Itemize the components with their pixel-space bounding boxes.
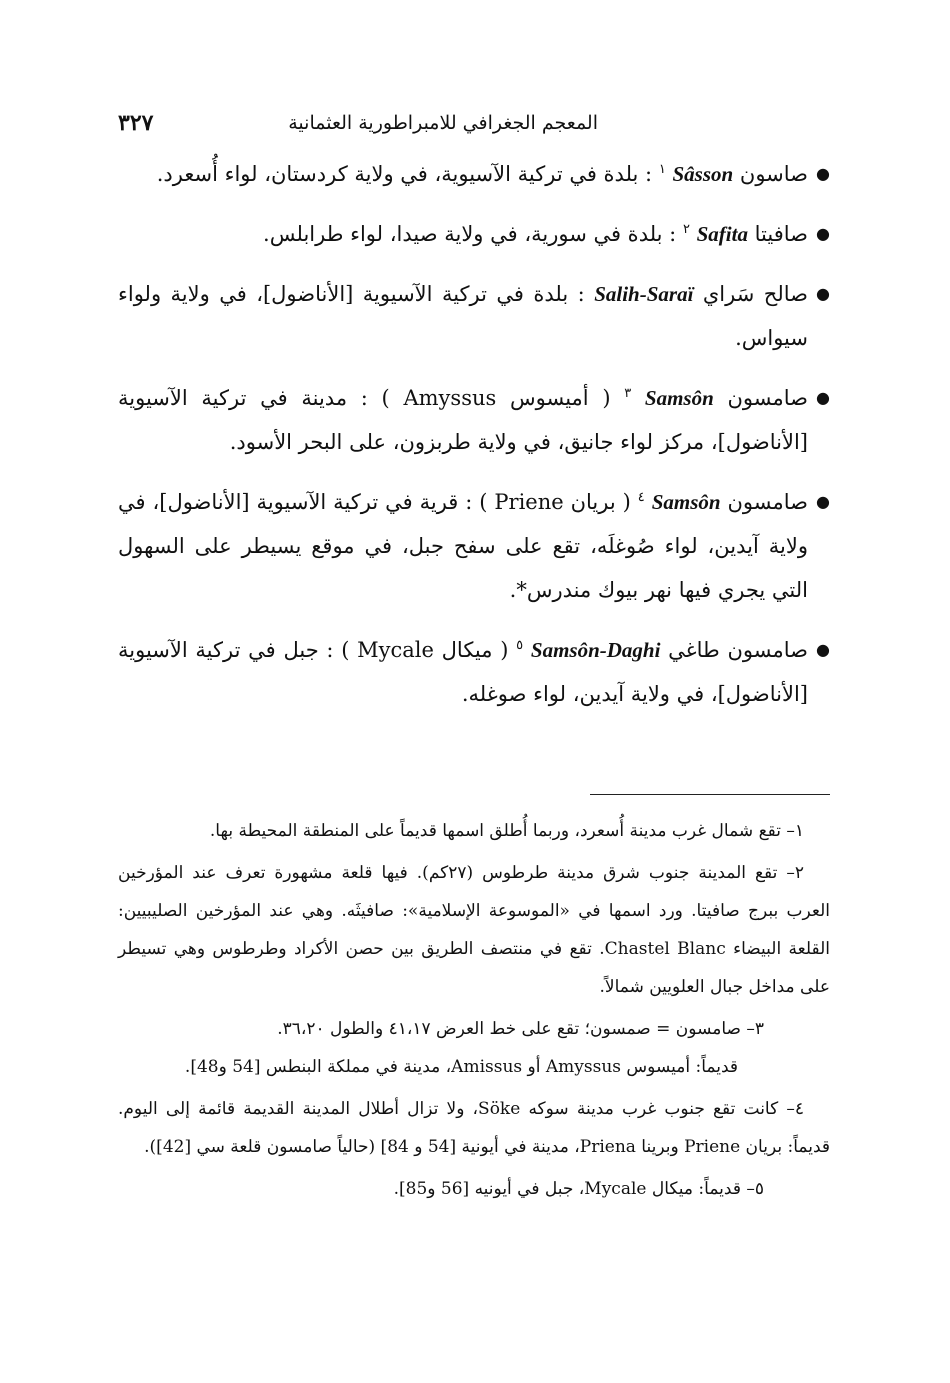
bullet-icon: ●	[816, 640, 830, 659]
bullet-icon: ●	[816, 284, 830, 303]
entry-latin-name: Samsôn	[644, 386, 714, 410]
footnote-4: ٤– كانت تقع جنوب غرب مدينة سوكه Söke، ولا تزال أطلال المدينة القديمة قائمة إلى اليوم. قديماً: بريان Priene وبرينا Priena، مدينة في أيونية [54 و 84] (حالياً صامسون قلعة سي [42]).	[118, 1099, 830, 1157]
entry-term: صاسون	[739, 162, 808, 186]
entry-term: صامسون	[727, 490, 808, 514]
entry-text: ( أميسوس Amyssus ) : مدينة في تركية الآسيوية [الأناضول]، مركز لواء جانيق، في ولاية طربزون، على البحر الأسود.	[118, 386, 808, 454]
footnote-3	[118, 1010, 830, 1086]
entry-samson-daghi	[118, 628, 830, 716]
footnote-2: ٢– تقع المدينة جنوب شرق مدينة طرطوس (٢٧كم). فيها قلعة مشهورة تعرف عند المؤرخين العرب ببرج صافيتا. ورد اسمها في «الموسوعة الإسلامية»: صافيثَه. وهي عند المؤرخين الصليبيين: القلعة البيضاء Chastel Blanc. تقع في منتصف الطريق بين حصن الأكراد وطرطوس وهي تسيطر على مداخل جبال العلويين شمالاً.	[118, 863, 830, 997]
entry-term: صامسون طاغي	[668, 638, 808, 662]
entry-text: ( بريان Priene ) : قرية في تركية الآسيوية [الأناضول]، في ولاية آيدين، لواء صُوغلَه، تقع على سفح جبل، في موقع يسيطر على السهول التي يجري فيها نهر بيوك مندرس*.	[118, 490, 808, 602]
footnote-marker: ١	[658, 162, 666, 177]
bullet-icon: ●	[816, 164, 830, 183]
entry-text: : بلدة في سورية، في ولاية صيدا، لواء طرابلس.	[263, 222, 677, 246]
footnote-1: ١– تقع شمال غرب مدينة أُسعرد، وربما أُطلق اسمها قديماً على المنطقة المحيطة بها.	[209, 821, 804, 841]
entry-samson-priene	[118, 480, 830, 612]
bullet-icon: ●	[816, 492, 830, 511]
entry-list	[118, 152, 830, 732]
entry-latin-name: Salih-Saraï	[594, 282, 694, 306]
footnote-divider	[590, 794, 830, 795]
page-number: ٣٢٧	[118, 110, 154, 136]
footnote-marker: ٢	[682, 222, 690, 237]
entry-text: ( ميكال Mycale ) : جبل في تركية الآسيوية [الأناضول]، في ولاية آيدين، لواء صوغله.	[118, 638, 808, 706]
running-header	[118, 108, 830, 138]
bullet-icon: ●	[816, 388, 830, 407]
bullet-icon: ●	[816, 224, 830, 243]
entry-samson-amyssus	[118, 376, 830, 464]
entry-latin-name: Safita	[696, 222, 748, 246]
footnote-3-line: ٣– صامسون = صمسون؛ تقع على خط العرض ٤١،١٧ والطول ٣٦،٢٠.	[277, 1019, 764, 1039]
entry-term: صافيتا	[754, 222, 808, 246]
footnote-list	[118, 812, 830, 1212]
footnote-5: ٥– قديماً: ميكال Mycale، جبل في أيونيه [56 و85].	[393, 1179, 764, 1199]
footnote-marker: ٥	[516, 638, 524, 653]
footnote-3-sub: قديماً: أميسوس Amyssus أو Amissus، مدينة في مملكة البنطس [54 و48].	[184, 1057, 738, 1077]
entry-safita	[118, 212, 830, 256]
entry-text: : بلدة في تركية الآسيوية، في ولاية كردستان، لواء أُسعرد.	[156, 162, 653, 186]
entry-term: صالح سَراي	[702, 282, 808, 306]
entry-term: صامسون	[727, 386, 808, 410]
footnote-marker: ٣	[624, 386, 632, 401]
footnote-marker: ٤	[637, 490, 645, 505]
entry-salih-sarai	[118, 272, 830, 360]
entry-sasson	[118, 152, 830, 196]
entry-latin-name: Samsôn-Daghi	[530, 638, 661, 662]
entry-latin-name: Samsôn	[651, 490, 721, 514]
entry-latin-name: Sâsson	[672, 162, 734, 186]
running-title: المعجم الجغرافي للامبراطورية العثمانية	[288, 112, 598, 134]
entry-text: : بلدة في تركية الآسيوية [الأناضول]، في ولاية ولواء سيواس.	[118, 282, 808, 350]
